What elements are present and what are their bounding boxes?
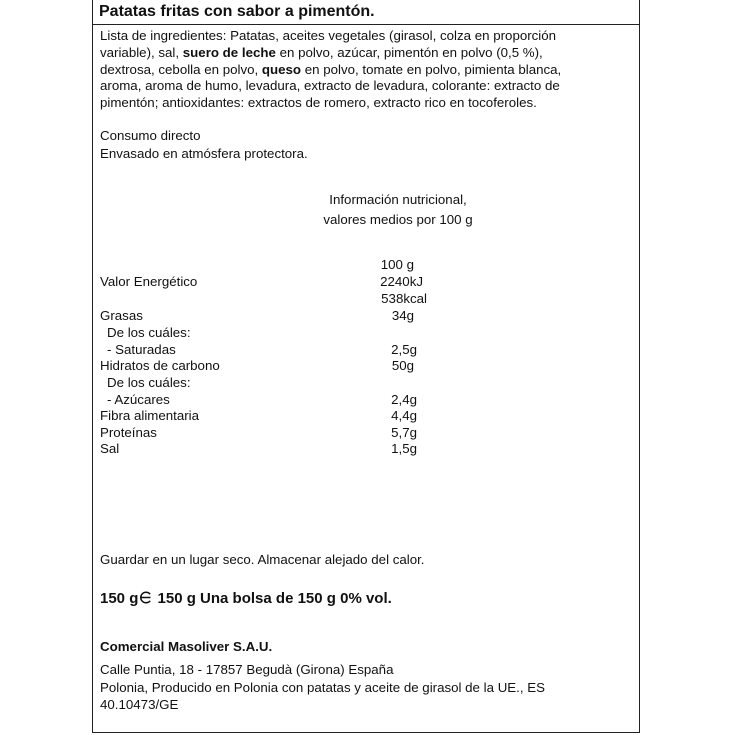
nutrient-label: Hidratos de carbono [100,358,220,373]
allergen-milk: suero de leche [182,44,276,60]
nutrient-label: Proteínas [100,425,157,440]
nutrition-row [100,308,420,324]
net-weight: 150 g [100,590,139,607]
nutrient-value: 5,7g [391,425,417,440]
nutrient-label: Grasas [100,308,143,323]
ingredients-line: pimentón; antioxidantes: extractos de romero, extracto rico en tocoferoles. [100,95,537,111]
net-details: 150 g Una bolsa de 150 g 0% vol. [153,590,392,607]
nutrient-label: De los cuáles: [107,325,191,340]
ingredients-block [100,28,561,112]
estimate-sign-icon [139,591,152,604]
nutrition-header-line: valores medios por 100 g [323,212,473,227]
ingredients-text: en polvo, tomate en polvo, pimienta blanca, [301,61,562,77]
nutrient-label: Fibra alimentaria [100,408,200,423]
ingredients-text: dextrosa, cebolla en polvo, [100,61,262,77]
energy-label: Valor Energético [100,274,198,289]
ingredients-line [100,62,561,79]
nutrition-header-line: Información nutricional, [329,192,467,207]
nutrition-row [100,375,420,391]
nutrition-row-kcal [100,291,427,307]
ingredients-text: variable), sal, [100,44,183,60]
nutrient-label: - Saturadas [107,342,176,357]
nutrition-column-header [100,257,420,273]
nutrient-value: 4,4g [391,408,417,423]
nutrition-row [100,392,420,408]
energy-kj: 2240kJ [380,274,423,289]
nutrition-header [303,190,493,230]
ingredients-text: en polvo, azúcar, pimentón en polvo (0,5 %), [275,44,543,60]
nutrient-value: 50g [391,358,414,373]
nutrition-row-energy [100,274,423,290]
allergen-cheese: queso [261,61,302,77]
nutrition-row [100,358,420,374]
product-title: Patatas fritas con sabor a pimentón. [93,0,639,25]
nutrient-value: 2,5g [391,342,417,357]
nutrient-label: Sal [100,441,120,456]
registry-number: 40.10473/GE [100,697,179,712]
ingredients-line [100,45,561,62]
nutrient-value: 1,5g [391,441,417,456]
packaging-text: Envasado en atmósfera protectora. [100,146,308,161]
company-address: Calle Puntia, 18 - 17857 Begudà (Girona) España [100,662,394,677]
usage-text: Consumo directo [100,128,201,143]
nutrition-row [100,408,420,424]
company-name: Comercial Masoliver S.A.U. [100,639,273,654]
nutrition-row [100,441,420,457]
nutrient-label: - Azúcares [107,392,170,407]
ingredients-line: aroma, aroma de humo, levadura, extracto de levadura, colorante: extracto de [100,78,560,94]
net-quantity [100,590,392,607]
nutrient-value: 34g [391,308,414,323]
origin-line: Polonia, Producido en Polonia con patatas y aceite de girasol de la UE., ES [100,680,545,695]
nutrition-row [100,342,420,358]
ingredients-line: Lista de ingredientes: Patatas, aceites vegetales (girasol, colza en proporción [100,28,557,43]
label-frame [92,0,640,733]
storage-text: Guardar en un lugar seco. Almacenar alejado del calor. [100,552,425,567]
nutrient-value: 2,4g [391,392,417,407]
energy-kcal: 538kcal [381,291,427,306]
column-100g: 100 g [380,257,414,272]
nutrient-label: De los cuáles: [107,375,191,390]
nutrition-row [100,325,420,341]
nutrition-row [100,425,420,441]
